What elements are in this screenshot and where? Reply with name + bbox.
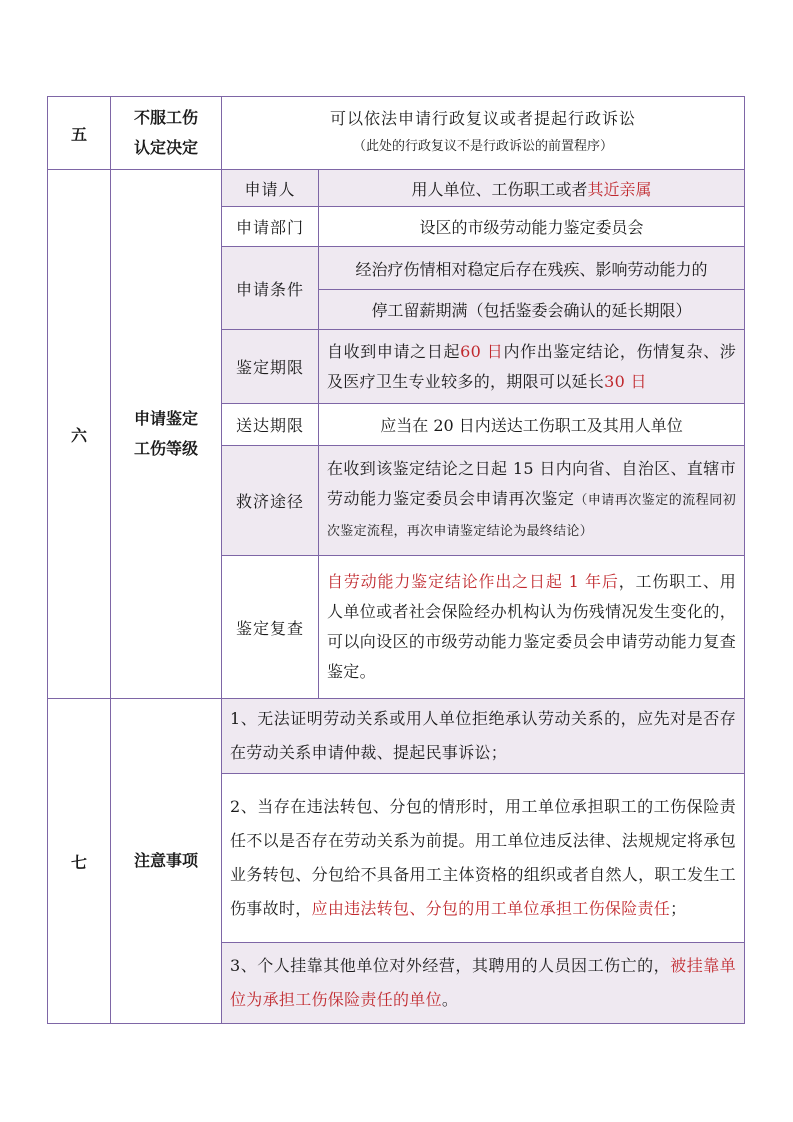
review-text: ，工伤职工、用人单位或者社会保险经办机构认为伤残情况发生变化的，可以向设区的市级劳动能力鉴定委员会申请劳动能力复查鉴定。 xyxy=(327,572,737,681)
appraisal-period-value xyxy=(319,330,745,404)
section-title-line: 不服工伤 xyxy=(133,108,198,127)
applicant-highlight: 其近亲属 xyxy=(587,179,652,199)
note-text: 2、当存在违法转包、分包的情形时，用工单位承担职工的工伤保险责任不以是否存在劳动关系为前提。用工单位违反法律、法规规定将承包业务转包、分包给不具备用工主体资格的组织或者自然人，职工发生工伤事故时， xyxy=(230,797,737,918)
appeal-text: 可以依法申请行政复议或者提起行政诉讼 xyxy=(330,109,637,128)
note-item: 1、无法证明劳动关系或用人单位拒绝承认劳动关系的，应先对是否存在劳动关系申请仲裁、提起民事诉讼； xyxy=(222,699,745,774)
condition-line-1: 经治疗伤情相对稳定后存在残疾、影响劳动能力的 xyxy=(319,247,745,290)
section-number: 六 xyxy=(48,170,111,699)
section-title-line: 注意事项 xyxy=(133,851,198,870)
section-title-line: 申请鉴定 xyxy=(133,409,198,428)
sub-label: 救济途径 xyxy=(222,446,319,556)
review-value xyxy=(319,556,745,699)
note-item xyxy=(222,774,745,943)
sub-label: 申请部门 xyxy=(222,207,319,247)
review-highlight: 自劳动能力鉴定结论作出之日起 1 年后 xyxy=(327,572,619,591)
section-title-line: 工伤等级 xyxy=(133,439,198,458)
notes-row-1 xyxy=(48,699,745,774)
applicant-text: 用人单位、工伤职工或者 xyxy=(411,179,588,199)
sub-label: 鉴定期限 xyxy=(222,330,319,404)
condition-line-2: 停工留薪期满（包括鉴委会确认的延长期限） xyxy=(319,290,745,330)
section-five-row xyxy=(48,97,745,170)
department-value: 设区的市级劳动能力鉴定委员会 xyxy=(319,207,745,247)
note-text: 3、个人挂靠其他单位对外经营，其聘用的人员因工伤亡的， xyxy=(230,956,671,975)
note-item xyxy=(222,943,745,1024)
note-text: 。 xyxy=(441,990,459,1009)
section-title xyxy=(111,170,222,699)
apply-applicant-row xyxy=(48,170,745,207)
sub-label: 鉴定复查 xyxy=(222,556,319,699)
note-highlight: 应由违法转包、分包的用工单位承担工伤保险责任 xyxy=(311,899,671,918)
note-highlight: 被挂靠单位为承担工伤保险责任的单位 xyxy=(230,956,737,1009)
applicant-value xyxy=(319,170,745,207)
section-number: 七 xyxy=(48,699,111,1024)
note-text: ； xyxy=(670,899,687,918)
sub-label: 送达期限 xyxy=(222,404,319,446)
delivery-period-value: 应当在 20 日内送达工伤职工及其用人单位 xyxy=(319,404,745,446)
sub-label: 申请人 xyxy=(222,170,319,207)
period-highlight: 30 日 xyxy=(604,371,647,391)
section-title xyxy=(111,699,222,1024)
period-text: 内作出鉴定结论，伤情复杂、涉及医疗卫生专业较多的，期限可以延长 xyxy=(327,342,737,391)
appeal-note: （此处的行政复议不是行政诉讼的前置程序） xyxy=(353,139,614,154)
remedy-text: 在收到该鉴定结论之日起 15 日内向省、自治区、直辖市劳动能力鉴定委员会申请再次鉴定 xyxy=(327,459,737,508)
section-title xyxy=(111,97,222,170)
policy-table xyxy=(47,96,745,1024)
period-highlight: 60 日 xyxy=(460,342,504,361)
section-number: 五 xyxy=(48,97,111,170)
appeal-cell xyxy=(222,97,745,170)
period-text: 自收到申请之日起 xyxy=(327,342,461,361)
remedy-note: （申请再次鉴定的流程同初次鉴定流程，再次申请鉴定结论为最终结论） xyxy=(327,492,736,540)
sub-label: 申请条件 xyxy=(222,247,319,330)
remedy-value xyxy=(319,446,745,556)
section-title-line: 认定决定 xyxy=(133,138,198,157)
